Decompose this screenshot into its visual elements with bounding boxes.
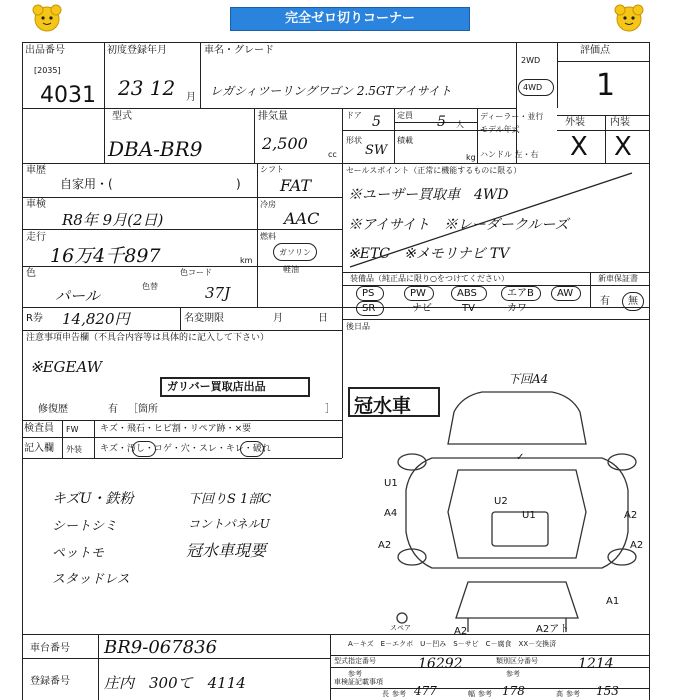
repair-label: 修復歴 <box>38 404 68 415</box>
load-label: 積載 <box>397 136 413 145</box>
interior-value: X <box>614 132 632 162</box>
remark-line-6: コントパネルU <box>188 517 270 531</box>
sales-point-line-1: ※ユーザー買取車 4WD <box>348 187 509 203</box>
capacity-unit: 人 <box>456 120 464 129</box>
remark-line-5: 下回りS 1部C <box>188 492 272 507</box>
corner-banner: 完全ゼロ切りコーナー <box>230 7 470 31</box>
type-cert-ref: 参考 <box>348 670 362 678</box>
fuel-gasoline: ガソリン <box>279 248 311 257</box>
height-label: 高 <box>556 690 563 698</box>
equipment-aw: AW <box>557 288 574 299</box>
name-change-month: 月 <box>273 313 283 324</box>
doors-value: 5 <box>372 114 381 130</box>
inspector-interior-items: キズ・汚し・コゲ・穴・スレ・キレ・破れ <box>100 444 271 454</box>
flood-stamp: 冠水車 <box>354 395 412 417</box>
remark-line-3: ペットモ <box>52 546 105 561</box>
inspector-label: 検査員 <box>24 423 54 434</box>
fuel-diesel: 軽油 <box>283 265 299 274</box>
inspector-fw: FW <box>66 425 79 434</box>
doors-label: ドア <box>346 111 362 120</box>
shape-label: 形状 <box>346 136 362 145</box>
diagram-mark-a2-right-lower: A2 <box>630 540 644 551</box>
notes-value: ※EGEAW <box>30 358 103 376</box>
class-label: 類別区分番号 <box>496 657 538 665</box>
displacement-value: 2,500 <box>262 134 308 153</box>
score-label: 評価点 <box>580 45 610 56</box>
equipment-tv: TV <box>462 303 475 314</box>
equipment-pw-circle <box>404 286 434 301</box>
remark-line-7: 冠水車現要 <box>186 541 267 560</box>
rear-items-label: 後日品 <box>346 322 370 331</box>
inspection-value: R8年 9月(2日) <box>62 211 164 229</box>
diagram-mark-a4: A4 <box>384 508 398 519</box>
diagram-mark-a2-right: A2 <box>624 510 638 521</box>
warranty-yes: 有 <box>600 296 610 307</box>
warranty-no: 無 <box>628 296 638 307</box>
mileage-value: 16万4千897 <box>50 245 161 267</box>
height-value: 153 <box>596 684 619 698</box>
mascot-icon-right <box>612 4 646 34</box>
usage-label: 車歴 <box>26 165 46 176</box>
length-ref: 参考 <box>392 690 406 698</box>
exterior-value: X <box>570 132 588 162</box>
length-value: 477 <box>414 684 437 698</box>
width-label: 幅 <box>468 690 475 698</box>
equipment-leather: カワ <box>507 303 527 314</box>
diagram-mark-a2-left: A2 <box>378 540 392 551</box>
name-change-label: 名変期限 <box>184 313 224 324</box>
drive-4wd: 4WD <box>523 83 543 92</box>
model-value: DBA-BR9 <box>108 137 203 161</box>
shift-label: シフト <box>260 165 284 174</box>
notes-label: 注意事項申告欄（不具合内容等は具体的に記入して下さい） <box>26 333 270 343</box>
car-name-label: 車名・グレード <box>204 45 274 56</box>
type-cert-value: 16292 <box>418 656 463 672</box>
displacement-label: 排気量 <box>258 111 288 122</box>
drive-2wd: 2WD <box>521 56 541 65</box>
sales-points-label: セールスポイント（正常に機能するものに限る） <box>346 166 522 175</box>
equipment-sr: SR <box>362 303 376 314</box>
mileage-unit: km <box>240 256 253 265</box>
equipment-airbag-circle <box>501 286 541 301</box>
equipment-label: 装備品（純正品に限り○をつけてください） <box>350 274 509 283</box>
inspector-scuff-circle <box>240 441 264 457</box>
equipment-abs: ABS <box>457 288 477 299</box>
aircon-value: AAC <box>284 209 320 228</box>
mileage-label: 走行 <box>26 232 46 243</box>
length-label: 長 <box>382 690 389 698</box>
score-value: 1 <box>596 68 616 103</box>
capacity-value: 5 <box>437 114 446 130</box>
equipment-airbag: エアB <box>507 288 534 299</box>
registration-value: 庄内 300て 4114 <box>104 674 246 692</box>
diagram-mark-a2-rear-right: A2アト <box>536 624 570 635</box>
class-ref: 参考 <box>506 670 520 678</box>
height-ref: 参考 <box>566 690 580 698</box>
name-change-day: 日 <box>318 313 328 324</box>
first-registration-label: 初度登録年月 <box>107 45 167 56</box>
dealer-label: ディーラー・並行 <box>480 112 544 121</box>
registration-label: 登録番号 <box>30 676 70 687</box>
warranty-label: 新車保証書 <box>598 274 638 283</box>
equipment-navi: ナビ <box>412 303 432 314</box>
lot-number: 4031 <box>40 83 96 108</box>
lot-number-label: 出品番号 <box>25 45 65 56</box>
width-ref: 参考 <box>478 690 492 698</box>
diagram-mark-u1-center: U1 <box>522 510 536 521</box>
load-unit: kg <box>466 153 476 162</box>
capacity-label: 定員 <box>397 111 413 120</box>
car-name-value: レガシィツーリングワゴン 2.5GTアイサイト <box>210 84 452 98</box>
diagram-check-mark: ✓ <box>516 452 525 463</box>
color-code-value: 37J <box>205 284 231 302</box>
width-value: 178 <box>502 684 525 698</box>
first-registration-month-unit: 月 <box>186 92 196 103</box>
interior-label: 内装 <box>610 117 630 128</box>
displacement-unit: cc <box>328 150 337 159</box>
inspection-label: 車検 <box>26 199 46 210</box>
color-value: パール <box>55 287 100 305</box>
remark-line-4: スタッドレス <box>52 572 130 587</box>
class-value: 1214 <box>578 656 614 672</box>
diagram-mark-a1: A1 <box>606 596 620 607</box>
equipment-ps-circle <box>356 286 384 301</box>
equipment-abs-circle <box>451 286 487 301</box>
chassis-value: BR9-067836 <box>104 637 218 658</box>
first-registration-value: 23 12 <box>118 76 176 100</box>
handle-label: ハンドル 左・右 <box>480 150 539 159</box>
inspection-cert-label: 車検証記載事項 <box>334 678 383 686</box>
inspector-dirt-circle <box>132 441 156 457</box>
color-label: 色 <box>26 268 36 279</box>
recycle-label: R券 <box>26 313 43 324</box>
model-year-label: モデル年式 <box>480 125 520 134</box>
inspector-exterior-items: キズ・飛石・ヒビ割・リペア跡・×要 <box>100 424 252 434</box>
chassis-label: 車台番号 <box>30 643 70 654</box>
sales-point-line-3: ※ETC ※メモリナビ TV <box>348 246 510 262</box>
equipment-pw: PW <box>410 288 426 299</box>
equipment-ps: PS <box>362 288 375 299</box>
fuel-label: 燃料 <box>260 232 276 241</box>
aircon-label: 冷房 <box>260 200 276 209</box>
sales-point-line-2: ※アイサイト ※レーダークルーズ <box>348 217 569 233</box>
equipment-sr-circle <box>356 301 384 316</box>
usage-close-paren: ) <box>236 177 241 191</box>
repair-place-label: ［箇所 <box>128 404 158 415</box>
inspector-entry-label: 記入欄 <box>24 443 54 454</box>
usage-value: 自家用・( <box>60 177 113 191</box>
diagram-mark-u2: U2 <box>494 496 508 507</box>
notes-stamp-text: ガリバー買取店出品 <box>167 380 266 393</box>
equipment-aw-circle <box>551 286 581 301</box>
exterior-label: 外装 <box>565 117 585 128</box>
remark-line-2: シートシミ <box>52 519 118 534</box>
underside-note: 下回A4 <box>508 372 549 386</box>
color-code-label: 色コード <box>180 268 212 277</box>
shift-value: FAT <box>280 176 312 195</box>
recycle-value: 14,820円 <box>62 310 130 328</box>
note-legend: A－キズ E－エクボ U－凹み S－サビ C－腐食 XX－交換済 <box>348 640 557 648</box>
diagram-mark-u1-left: U1 <box>384 478 398 489</box>
model-label: 型式 <box>112 111 132 122</box>
diagram-mark-a2-rear: A2 <box>454 626 468 637</box>
lot-sub-number: [2035] <box>34 66 61 75</box>
repair-value: 有 <box>108 404 118 415</box>
type-cert-label: 型式指定番号 <box>334 657 376 665</box>
inspector-exterior-label: 外装 <box>66 445 82 454</box>
remark-line-1: キズU・鉄粉 <box>52 491 134 507</box>
diagram-mark-spare: スペア <box>390 624 411 632</box>
sales-points-strike-line <box>342 163 650 272</box>
shape-value: SW <box>365 143 388 158</box>
repair-place-close: ］ <box>325 404 335 415</box>
color-change-label: 色替 <box>142 282 158 291</box>
mascot-icon-left <box>30 4 64 34</box>
